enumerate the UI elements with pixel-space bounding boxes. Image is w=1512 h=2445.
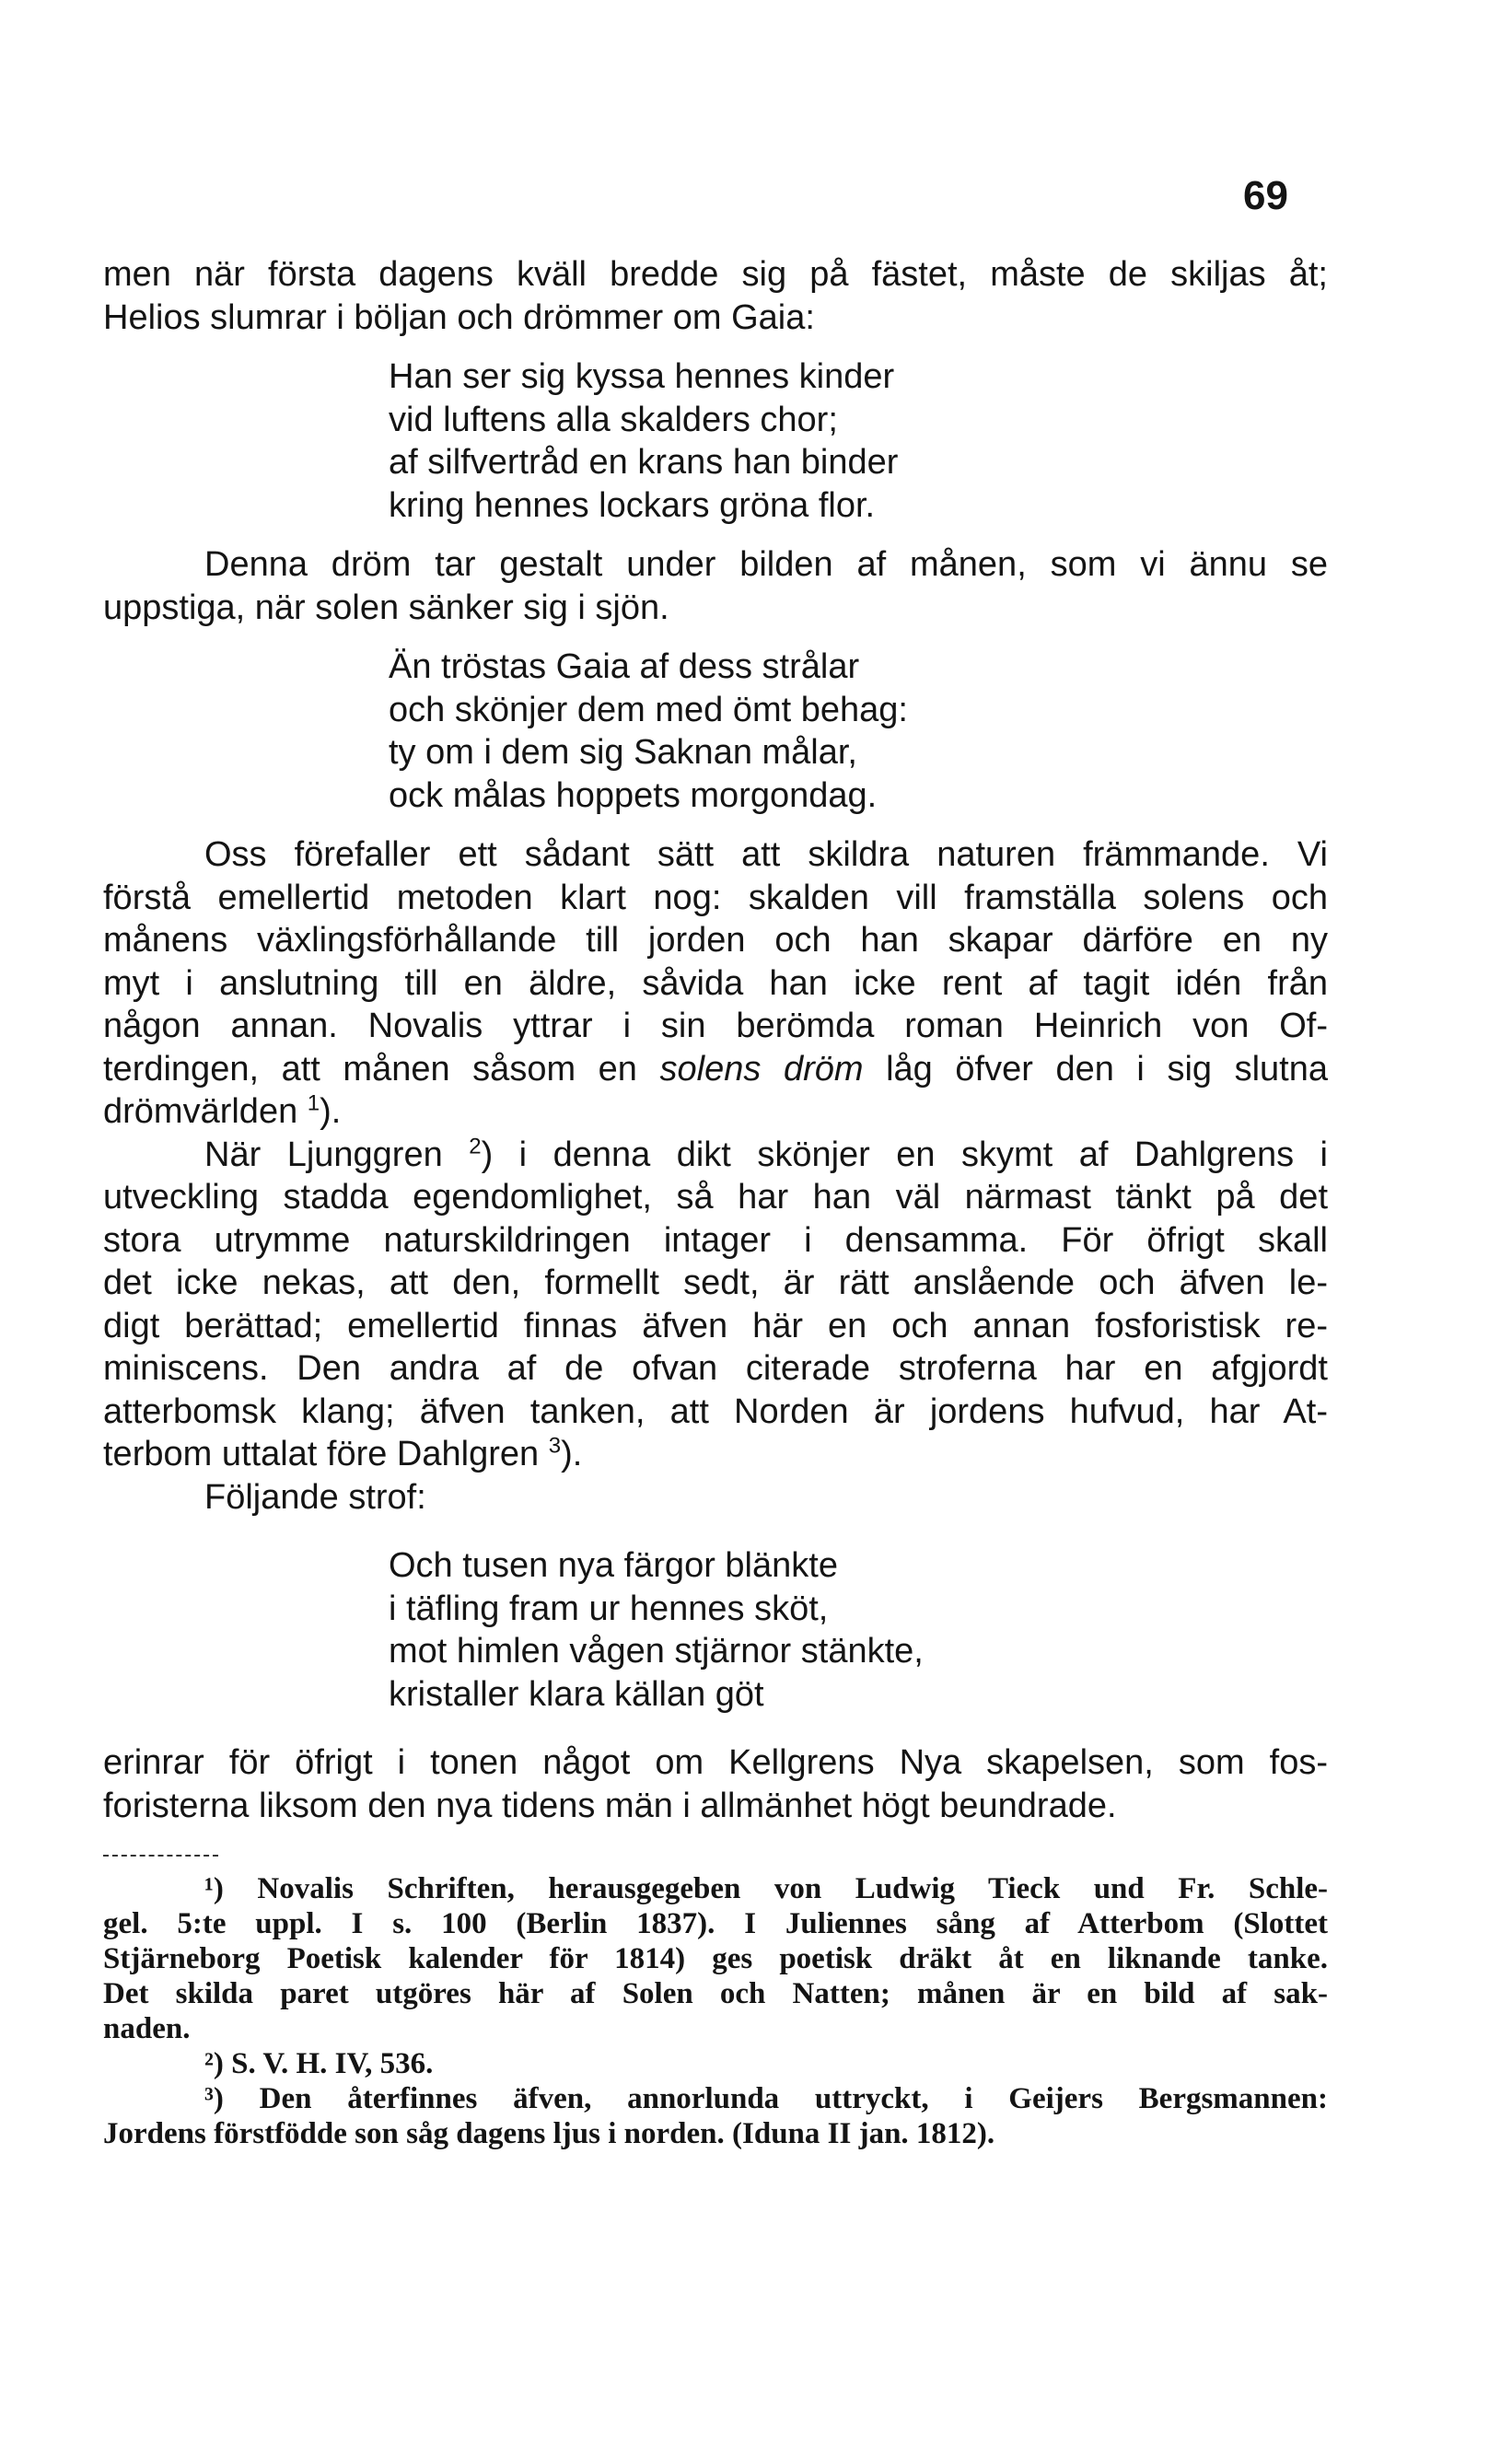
- text-line: stora utrymme naturskildringen intager i densamma. För öfrigt skall: [103, 1220, 1328, 1260]
- text-line: Denna dröm tar gestalt under bilden af månen, som vi ännu se: [204, 545, 1328, 584]
- text-line: men när första dagens kväll bredde sig på fästet, måste de skiljas åt;: [103, 255, 1328, 294]
- verse-line: Än tröstas Gaia af dess strålar: [389, 647, 860, 686]
- verse-stanza-1: [103, 355, 1328, 527]
- footnote-line: Det skilda paret utgöres här af Solen och Natten; månen är en bild af sak-: [103, 1977, 1328, 2010]
- text-line: förstå emellertid metoden klart nog: skalden vill framställa solens och: [103, 878, 1328, 917]
- text-line: miniscens. Den andra af de ofvan citerade stroferna har en afgjordt: [103, 1349, 1328, 1388]
- text-line: atterbomsk klang; äfven tanken, att Norden är jordens hufvud, har At-: [103, 1391, 1328, 1431]
- footnotes: [103, 1871, 1328, 2151]
- footnote-ref: 1: [307, 1090, 320, 1116]
- footnote-line: ¹) Novalis Schriften, herausgegeben von Ludwig Tieck und Fr. Schle-: [204, 1872, 1329, 1905]
- verse-line: Han ser sig kyssa hennes kinder: [389, 357, 895, 396]
- footnote-mark: ³): [204, 2082, 224, 2115]
- footnote-line: Stjärneborg Poetisk kalender för 1814) ges poetisk dräkt åt en liknande tanke.: [103, 1942, 1328, 1975]
- footnote-line: ³) Den återfinnes äfven, annorlunda uttryckt, i Geijers Bergsmannen:: [204, 2082, 1328, 2115]
- text-line: drömvärlden $^1$).: [103, 1090, 342, 1131]
- footnote-mark: ¹): [204, 1872, 224, 1905]
- text-line: När Ljunggren $^2$) i denna dikt skönjer en skymt af Dahlgrens i: [204, 1133, 1328, 1174]
- verse-line: kristaller klara källan göt: [389, 1674, 764, 1714]
- verse-line: mot himlen vågen stjärnor stänkte,: [389, 1632, 924, 1671]
- verse-line: och skönjer dem med ömt behag:: [389, 690, 908, 729]
- verse-line: kring hennes lockars gröna flor.: [389, 485, 876, 525]
- text-line: månens växlingsförhållande till jorden och han skapar därföre en ny: [103, 921, 1328, 960]
- verse-line: af silfvertråd en krans han binder: [389, 443, 899, 482]
- body-text: [103, 253, 1328, 2151]
- verse-line: ock målas hoppets morgondag.: [389, 775, 878, 815]
- text-line: foristerna liksom den nya tidens män i allmänhet högt beundrade.: [103, 1786, 1117, 1825]
- footnote-divider: [103, 1855, 218, 1857]
- verse-stanza-2: [103, 646, 1328, 817]
- text-line: terdingen, att månen såsom en solens dröm låg öfver den i sig slutna: [103, 1049, 1328, 1089]
- text-line: någon annan. Novalis yttrar i sin berömda roman Heinrich von Of-: [103, 1007, 1328, 1045]
- footnote-ref: 3: [548, 1433, 562, 1459]
- text-line: utveckling stadda egendomlighet, så har han väl närmast tänkt på det: [103, 1178, 1328, 1217]
- verse-line: vid luftens alla skalders chor;: [389, 400, 838, 439]
- verse-line: i täfling fram ur hennes sköt,: [389, 1589, 829, 1628]
- text-line: terbom uttalat före Dahlgren $^3$).: [103, 1433, 583, 1473]
- text-line: Helios slumrar i böljan och drömmer om Gaia:: [103, 297, 815, 337]
- text-line: det icke nekas, att den, formellt sedt, är rätt anslående och äfven le-: [103, 1263, 1328, 1302]
- text-line: digt berättad; emellertid finnas äfven här en och annan fosforistisk re-: [103, 1306, 1328, 1345]
- text-line: erinrar för öfrigt i tonen något om Kellgrens Nya skapelsen, som fos-: [103, 1743, 1328, 1782]
- footnote-ref: 2: [469, 1133, 482, 1158]
- footnote-line: ²) S. V. H. IV, 536.: [204, 2047, 434, 2080]
- footnote-mark: ²): [204, 2047, 224, 2080]
- text-line: Oss förefaller ett sådant sätt att skildra naturen främmande. Vi: [204, 835, 1328, 874]
- text-line: myt i anslutning till en äldre, såvida han icke rent af tagit idén från: [103, 963, 1328, 1003]
- footnote-line: Jordens förstfödde son såg dagens ljus i norden. (Iduna II jan. 1812).: [103, 2117, 995, 2150]
- italic-phrase: solens dröm: [659, 1049, 864, 1089]
- text-line: uppstiga, när solen sänker sig i sjön.: [103, 588, 669, 627]
- footnote-line: naden.: [103, 2012, 191, 2045]
- text-line: Följande strof:: [204, 1477, 426, 1517]
- verse-line: Och tusen nya färgor blänkte: [389, 1546, 838, 1585]
- footnote-line: gel. 5:te uppl. I s. 100 (Berlin 1837). I Juliennes sång af Atterbom (Slottet: [103, 1907, 1328, 1940]
- verse-line: ty om i dem sig Saknan målar,: [389, 733, 857, 772]
- page-number: 69: [1243, 173, 1288, 218]
- verse-stanza-3: [103, 1544, 1328, 1716]
